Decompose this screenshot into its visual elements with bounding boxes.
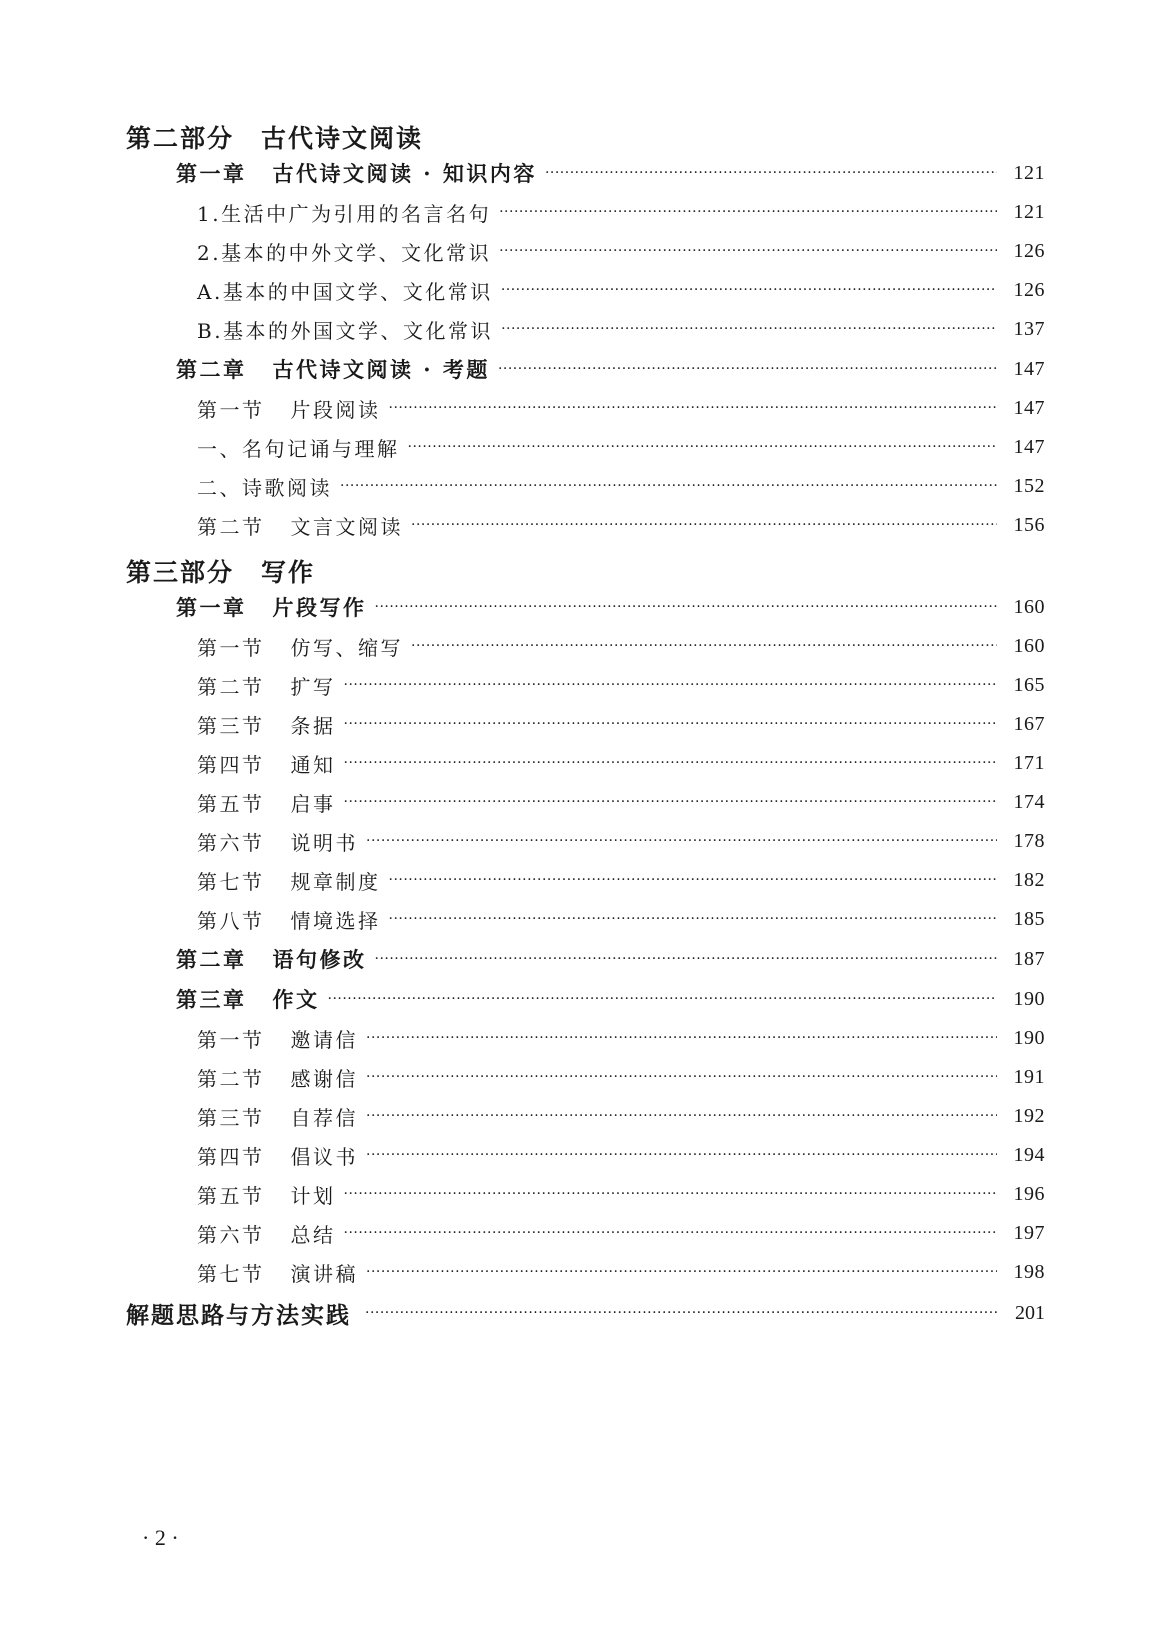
section-title: 扩写 [290, 674, 336, 699]
chapter-title: 古代诗文阅读 · 知识内容 [272, 161, 537, 186]
page-number: 121 [1013, 200, 1045, 223]
toc-section[interactable] [197, 1062, 1045, 1092]
page-number: 174 [1013, 790, 1045, 813]
toc-section[interactable] [197, 1023, 1045, 1053]
chapter-title: 片段写作 [272, 595, 367, 620]
toc-chapter[interactable] [176, 944, 1045, 974]
page-number: 165 [1013, 673, 1045, 696]
section-title: 片段阅读 [290, 397, 381, 422]
page-number: 201 [1015, 1301, 1045, 1324]
section-label: 第七节 [197, 869, 265, 894]
section-label: 第三节 [197, 713, 265, 738]
section-label: 第四节 [197, 1144, 265, 1169]
chapter-title: 古代诗文阅读 · 考题 [272, 357, 490, 382]
chapter-title: 语句修改 [272, 947, 367, 972]
section-title: 文言文阅读 [290, 514, 403, 539]
chapter-label: 第一章 [176, 595, 247, 620]
toc-section[interactable] [197, 787, 1045, 817]
dot-leader [344, 1225, 998, 1241]
dot-leader [501, 282, 997, 298]
section-label: 第二节 [197, 674, 265, 699]
section-label: 第四节 [197, 752, 265, 777]
section-title: 邀请信 [290, 1027, 358, 1052]
dot-leader [366, 1069, 997, 1085]
page-number: 121 [1013, 161, 1045, 184]
section-label: 第六节 [197, 1222, 265, 1247]
section-title: 说明书 [290, 830, 358, 855]
dot-leader [366, 1147, 997, 1163]
page-number: 198 [1013, 1260, 1045, 1283]
toc-section[interactable] [197, 709, 1045, 739]
toc-section[interactable] [197, 826, 1045, 856]
dot-leader [389, 872, 998, 888]
page-number: 147 [1013, 396, 1045, 419]
section-label: 第一节 [197, 635, 265, 660]
page-number: 167 [1013, 712, 1045, 735]
page-number: 126 [1013, 239, 1045, 262]
dot-leader [365, 1305, 997, 1321]
chapter-label: 第一章 [176, 161, 247, 186]
page-number: 190 [1013, 987, 1045, 1010]
page-number: 196 [1013, 1182, 1045, 1205]
section-title: 计划 [290, 1183, 336, 1208]
toc-chapter[interactable] [176, 158, 1045, 188]
toc-section[interactable] [197, 631, 1045, 661]
section-label: 第二节 [197, 514, 265, 539]
page-number: 137 [1013, 317, 1045, 340]
page-number: 182 [1013, 868, 1045, 891]
dot-leader [501, 321, 997, 337]
section-title: 情境选择 [290, 908, 381, 933]
section-label: 第一节 [197, 1027, 265, 1052]
toc-entry[interactable] [197, 432, 1045, 462]
toc-entry[interactable] [197, 236, 1045, 266]
toc-section[interactable] [197, 1101, 1045, 1131]
dot-leader [344, 677, 998, 693]
page-number: 160 [1013, 634, 1045, 657]
section-title: 自荐信 [290, 1105, 358, 1130]
page-folio: · 2 · [142, 1525, 179, 1550]
dot-leader [366, 833, 997, 849]
page-number: 152 [1013, 474, 1045, 497]
page-number: 156 [1013, 513, 1045, 536]
section-title: 启事 [290, 791, 336, 816]
part-heading: 第二部分 古代诗文阅读 [126, 124, 424, 153]
toc-entry[interactable] [197, 314, 1045, 344]
section-label: 第八节 [197, 908, 265, 933]
toc-chapter[interactable] [176, 984, 1045, 1014]
dot-leader [375, 951, 998, 967]
section-title: 感谢信 [290, 1066, 358, 1091]
toc-final-entry[interactable] [126, 1297, 1045, 1329]
entry-title: 1.生活中广为引用的名言名句 [197, 201, 492, 226]
dot-leader [499, 243, 997, 259]
dot-leader [375, 599, 998, 615]
toc-chapter[interactable] [176, 354, 1045, 384]
part-heading: 第三部分 写作 [126, 558, 316, 587]
dot-leader [340, 478, 997, 494]
section-title: 通知 [290, 752, 336, 777]
dot-leader [408, 439, 998, 455]
page-number: 185 [1013, 907, 1045, 930]
dot-leader [328, 991, 998, 1007]
toc-section[interactable] [197, 510, 1045, 540]
page-number: 191 [1013, 1065, 1045, 1088]
toc-entry[interactable] [197, 471, 1045, 501]
section-label: 第五节 [197, 791, 265, 816]
toc-section[interactable] [197, 748, 1045, 778]
section-label: 第五节 [197, 1183, 265, 1208]
dot-leader [499, 204, 997, 220]
dot-leader [344, 1186, 998, 1202]
section-label: 第六节 [197, 830, 265, 855]
dot-leader [498, 361, 997, 377]
section-label: 第二节 [197, 1066, 265, 1091]
page-number: 126 [1013, 278, 1045, 301]
dot-leader [344, 716, 998, 732]
entry-title: 2.基本的中外文学、文化常识 [197, 240, 492, 265]
toc-section[interactable] [197, 1179, 1045, 1209]
dot-leader [366, 1264, 997, 1280]
section-label: 第一节 [197, 397, 265, 422]
entry-title: 二、诗歌阅读 [197, 475, 332, 500]
toc-section[interactable] [197, 865, 1045, 895]
section-title: 演讲稿 [290, 1261, 358, 1286]
section-label: 第七节 [197, 1261, 265, 1286]
entry-title: 一、名句记诵与理解 [197, 436, 400, 461]
page-number: 194 [1013, 1143, 1045, 1166]
chapter-title: 作文 [272, 987, 320, 1012]
chapter-label: 第三章 [176, 987, 247, 1012]
toc-chapter[interactable] [176, 592, 1045, 622]
dot-leader [366, 1108, 997, 1124]
section-title: 仿写、缩写 [290, 635, 403, 660]
dot-leader [389, 400, 998, 416]
dot-leader [411, 517, 997, 533]
page-number: 147 [1013, 357, 1045, 380]
section-title: 规章制度 [290, 869, 381, 894]
section-title: 总结 [290, 1222, 336, 1247]
page-number: 171 [1013, 751, 1045, 774]
toc-section[interactable] [197, 1218, 1045, 1248]
final-entry-title: 解题思路与方法实践 [126, 1302, 351, 1329]
chapter-label: 第二章 [176, 947, 247, 972]
page-number: 192 [1013, 1104, 1045, 1127]
dot-leader [545, 165, 997, 181]
page-number: 160 [1013, 595, 1045, 618]
dot-leader [389, 911, 998, 927]
toc-section[interactable] [197, 904, 1045, 934]
toc-entry[interactable] [197, 197, 1045, 227]
section-title: 条据 [290, 713, 336, 738]
section-label: 第三节 [197, 1105, 265, 1130]
toc-section[interactable] [197, 393, 1045, 423]
page-number: 147 [1013, 435, 1045, 458]
entry-title: B.基本的外国文学、文化常识 [197, 318, 494, 343]
entry-title: A.基本的中国文学、文化常识 [197, 279, 493, 304]
toc-entry[interactable] [197, 275, 1045, 305]
page-number: 190 [1013, 1026, 1045, 1049]
dot-leader [366, 1030, 997, 1046]
page-number: 178 [1013, 829, 1045, 852]
dot-leader [411, 638, 997, 654]
page-number: 197 [1013, 1221, 1045, 1244]
dot-leader [344, 755, 998, 771]
chapter-label: 第二章 [176, 357, 247, 382]
section-title: 倡议书 [290, 1144, 358, 1169]
page-number: 187 [1013, 947, 1045, 970]
toc-section[interactable] [197, 670, 1045, 700]
toc-section[interactable] [197, 1140, 1045, 1170]
dot-leader [344, 794, 998, 810]
toc-section[interactable] [197, 1257, 1045, 1287]
